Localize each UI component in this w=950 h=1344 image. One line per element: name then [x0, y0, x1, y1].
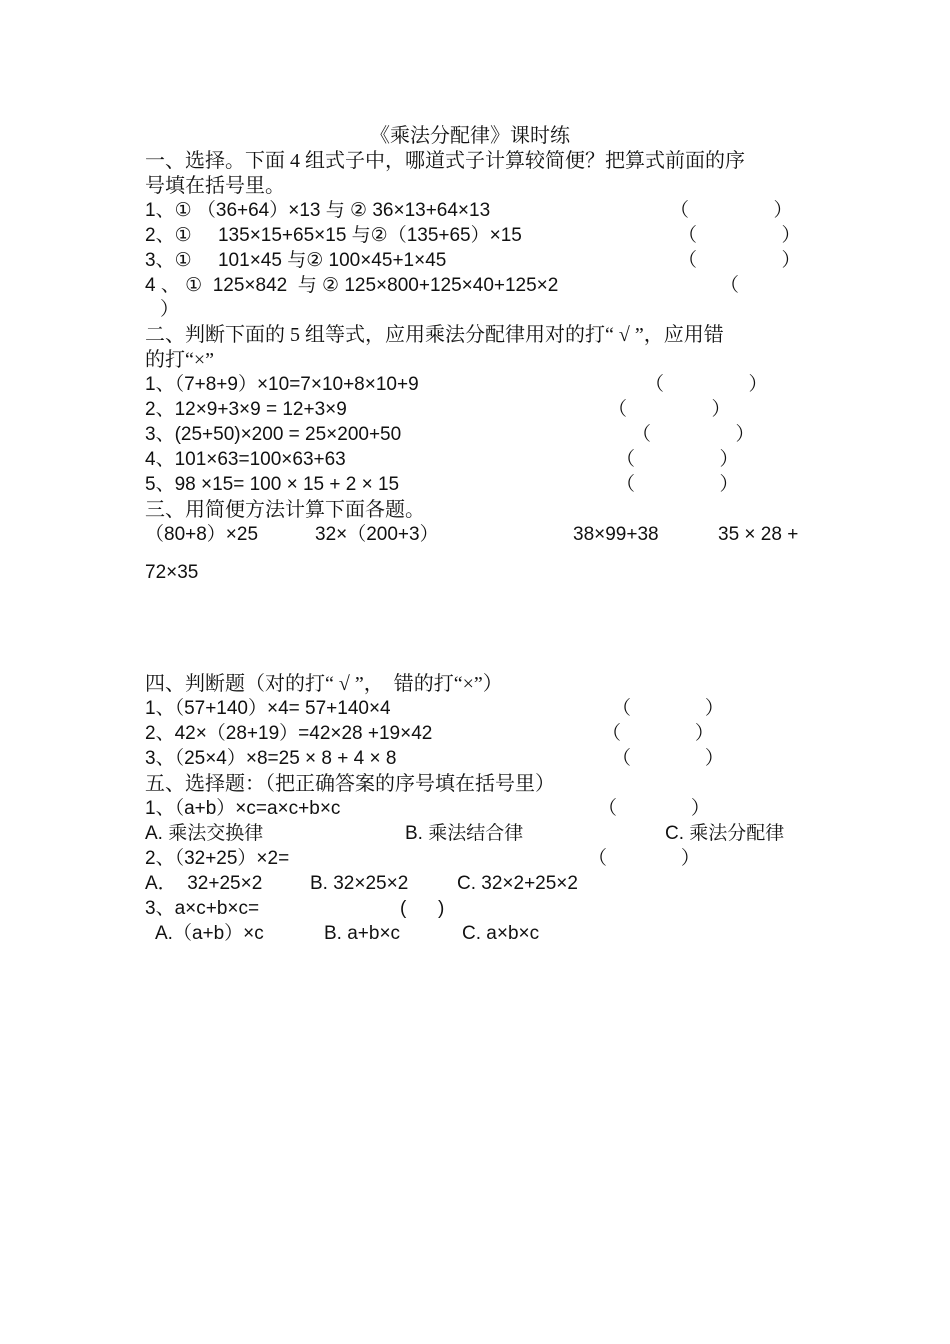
- s2-item-5: 5、98 ×15= 100 × 15 + 2 × 15: [145, 474, 400, 495]
- s2-item-2: 2、12×9+3×9 = 12+3×9: [145, 399, 347, 420]
- s1-item-1: 1、① （36+64）×13 与 ② 36×13+64×13: [145, 200, 491, 221]
- section-4-heading: 四、判断题（对的打“ √ ”， 错的打“×”）: [145, 673, 503, 695]
- s4-item-1-answer-parens[interactable]: （ ）: [612, 698, 724, 719]
- s5-question-3-answer-parens[interactable]: ( ): [400, 898, 445, 919]
- s5-question-1-answer-parens[interactable]: （ ）: [598, 798, 710, 819]
- s1-item-4: 4 、 ① 125×842 与 ② 125×800+125×40+125×2: [145, 275, 559, 296]
- s5-q2-option-b: B. 32×25×2: [310, 873, 409, 894]
- s1-item-3-answer-parens[interactable]: （ ）: [678, 250, 801, 271]
- s2-item-2-answer-parens[interactable]: （ ）: [608, 399, 731, 420]
- s5-q2-option-a: A． 32+25×2: [145, 873, 263, 894]
- s2-item-4-answer-parens[interactable]: （ ）: [616, 449, 739, 470]
- s5-q3-option-b: B. a+b×c: [324, 923, 401, 944]
- s2-item-3-answer-parens[interactable]: （ ）: [632, 424, 755, 445]
- s5-q1-option-a: A. 乘法交换律: [145, 823, 264, 844]
- s3-problem-1: （80+8）×25: [145, 524, 259, 545]
- s2-item-4: 4、101×63=100×63+63: [145, 449, 346, 470]
- s3-problem-2: 32×（200+3）: [315, 524, 439, 545]
- s2-item-1: 1、（7+8+9）×10=7×10+8×10+9: [145, 374, 419, 395]
- section-2-heading-line-1: 二、判断下面的 5 组等式，应用乘法分配律用对的打“ √ ”，应用错: [145, 324, 724, 346]
- s5-question-2-answer-parens[interactable]: （ ）: [588, 848, 700, 869]
- s1-item-2-answer-parens[interactable]: （ ）: [678, 225, 801, 246]
- s5-question-1: 1、（a+b）×c=a×c+b×c: [145, 798, 341, 819]
- s5-q1-option-b: B. 乘法结合律: [405, 823, 524, 844]
- s5-question-3: 3、a×c+b×c=: [145, 898, 260, 919]
- section-5-heading: 五、选择题：（把正确答案的序号填在括号里）: [145, 773, 555, 795]
- s4-item-3-answer-parens[interactable]: （ ）: [612, 748, 724, 769]
- s2-item-5-answer-parens[interactable]: （ ）: [616, 474, 739, 495]
- document-title: 《乘法分配律》课时练: [370, 125, 570, 147]
- s1-item-4-answer-open-paren[interactable]: （: [720, 275, 740, 296]
- s1-item-2: 2、① 135×15+65×15 与②（135+65）×15: [145, 225, 522, 246]
- s2-item-3: 3、(25+50)×200 = 25×200+50: [145, 424, 402, 445]
- s4-item-2-answer-parens[interactable]: （ ）: [602, 723, 714, 744]
- section-2-heading-line-2: 的打“×”: [145, 349, 215, 371]
- section-3-heading: 三、用简便方法计算下面各题。: [145, 499, 425, 521]
- s5-question-2: 2、（32+25）×2=: [145, 848, 290, 869]
- s1-item-1-answer-parens[interactable]: （ ）: [670, 200, 793, 221]
- s5-q3-option-c: C. a×b×c: [462, 923, 540, 944]
- s5-q3-option-a: A.（a+b）×c: [155, 923, 264, 944]
- section-1-heading-line-1: 一、选择。下面 4 组式子中，哪道式子计算较简便？把算式前面的序: [145, 150, 745, 172]
- s4-item-2: 2、42×（28+19）=42×28 +19×42: [145, 723, 433, 744]
- s3-problem-4: 35 × 28 +: [718, 524, 799, 545]
- section-1-heading-line-2: 号填在括号里。: [145, 175, 285, 197]
- s1-item-4-answer-close-paren[interactable]: ）: [160, 299, 180, 320]
- s3-problem-3: 38×99+38: [573, 524, 659, 545]
- s5-q1-option-c: C. 乘法分配律: [665, 823, 785, 844]
- s1-item-3: 3、① 101×45 与② 100×45+1×45: [145, 250, 447, 271]
- s4-item-3: 3、（25×4）×8=25 × 8 + 4 × 8: [145, 748, 397, 769]
- s2-item-1-answer-parens[interactable]: （ ）: [645, 374, 768, 395]
- s4-item-1: 1、（57+140）×4= 57+140×4: [145, 698, 391, 719]
- s5-q2-option-c: C. 32×2+25×2: [457, 873, 578, 894]
- s3-problem-4-continued: 72×35: [145, 562, 199, 583]
